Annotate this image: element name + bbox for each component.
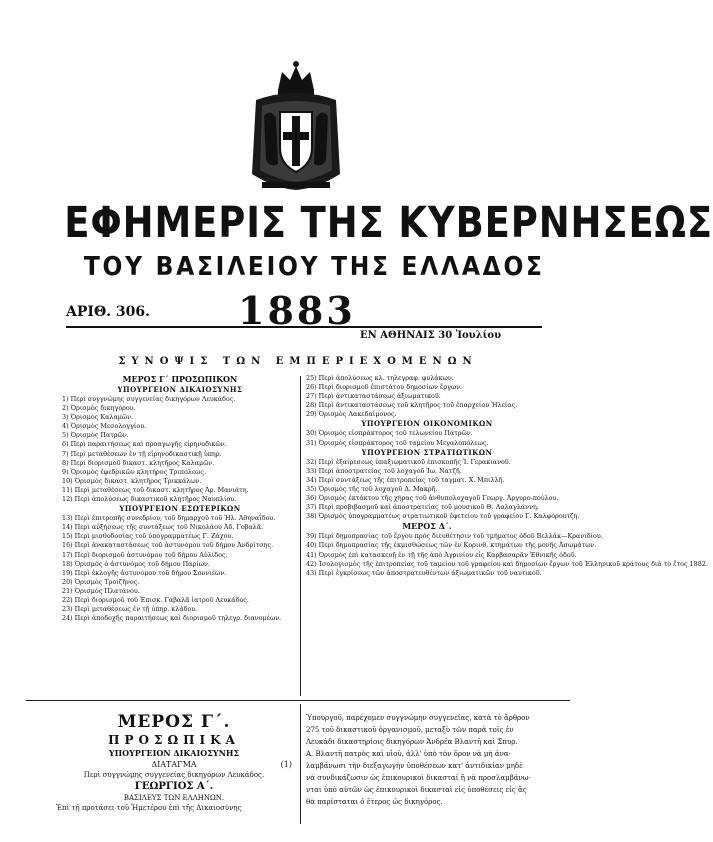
decree-heading: ΔΙΑΤΑΓΜΑ xyxy=(151,760,197,769)
decree-continuation xyxy=(306,712,552,808)
list-item: 17) Περὶ διορισμοῦ ἀστυνόμου τοῦ δήμου Αὐλίδος. xyxy=(62,550,228,559)
dateline: ΕΝ ΑΘΗΝΑΙΣ 30 Ἰουλίου xyxy=(360,330,502,341)
list-item: 27) Περὶ ἀντικαταστάσεως ἀξιωματικοῦ. xyxy=(306,392,441,401)
section-items xyxy=(306,457,580,522)
section-heading: ΥΠΟΥΡΓΕΙΟΝ ΟΙΚΟΝΟΜΙΚΩΝ xyxy=(361,419,493,429)
section-items xyxy=(62,395,298,504)
list-item: 38) Ὁρισμὸς ὑπογραμματέως στρατιωτικοῦ ἐφετείου τοῦ γραφείου Γ. Καλφόρουτζη. xyxy=(306,512,580,521)
list-item: 4) Ὁρισμὸς Μεσολογγίου. xyxy=(62,422,147,431)
list-item: 3) Ὁρισμὸς Καλαμῶν. xyxy=(62,413,134,422)
column-divider xyxy=(300,704,301,824)
list-item: 16) Περὶ ἀνακαταστάσεως τοῦ ἀστυνόμου τοῦ δήμου Ἀνδρίτσης. xyxy=(62,541,274,550)
list-item: 43) Περὶ ἐγκρίσεως τῶν ἀποστρατευθέντων ἀξιωματικῶν τοῦ ναυτικοῦ. xyxy=(306,568,542,577)
list-item: Λευκάδι δικαστηρίοις δικηγόρων Ἀνδρέα Βλαντῆ καὶ Σπυρ. xyxy=(306,738,518,746)
section-items xyxy=(306,429,548,447)
section-items xyxy=(306,374,548,419)
section-heading: ΥΠΟΥΡΓΕΙΟΝ ΣΤΡΑΤΙΩΤΙΚΩΝ xyxy=(361,447,493,457)
list-item: 25) Περὶ ἀπολύσεως κλ. τηλεγραφ. φυλάκων. xyxy=(306,374,454,382)
masthead-subtitle: ΤΟΥ ΒΑΣΙΛΕΙΟΥ ΤΗΣ ΕΛΛΑΔΟΣ xyxy=(83,252,545,282)
contents-right-column xyxy=(306,374,708,578)
list-item: 21) Ὁρισμὸς Πλατάνου. xyxy=(62,586,140,595)
decree-heading-row xyxy=(56,759,292,770)
list-item: θὰ παρίσταται ὁ ἕτερος ὡς δικηγόρος. xyxy=(306,798,443,806)
list-item: 32) Περὶ ἐξαίρεσεως ὑπαξιωματικοῦ ἐπισκοπῆς Ἰ. Γερακιανοῦ. xyxy=(306,457,511,466)
list-item: 9) Ὁρισμὸς ἐφεδρικῶν κλητήρος Τριπόλεως. xyxy=(62,467,206,476)
section-heading: ΥΠΟΥΡΓΕΙΟΝ ΔΙΚΑΙΟΣΥΝΗΣ xyxy=(117,385,243,394)
list-item: 7) Περὶ μεταθέσεων ἐν τῇ εἰρηνοδικαστικῇ ὑπηρ. xyxy=(62,449,222,458)
list-item: 2) Ὁρισμὸς δικηγόρου. xyxy=(62,404,136,413)
king-title: ΒΑΣΙΛΕΥΣ ΤΩΝ ΕΛΛΗΝΩΝ. xyxy=(123,794,225,802)
part-c-heading: ΜΕΡΟΣ Γ΄ ΠΡΟΣΩΠΙΚΟΝ xyxy=(122,374,238,384)
list-item: 41) Ὁρισμὸς ἐπὶ κατασκευῇ ἐν τῇ τῆς ἀπὸ Ἀγρινίου εἰς Καρβασαρᾶν Ἐθνικῆς ὁδοῦ. xyxy=(306,550,577,559)
ministry-heading: ΥΠΟΥΡΓΕΙΟΝ ΔΙΚΑΙΟΣΥΝΗΣ xyxy=(108,748,240,758)
section-rule xyxy=(26,700,570,701)
section-items xyxy=(62,514,298,623)
list-item: 31) Ὁρισμὸς εἰσπράκτορος τοῦ ταμείου Μεγαλοπόλεως. xyxy=(306,438,489,447)
list-item: 1) Περὶ συγγνώμης συγγενείας δικηγόρων Λευκάδος. xyxy=(62,395,236,403)
list-item: 30) Ὁρισμὸς εἰσπράκτορος τοῦ τελωνείου Πατρῶν. xyxy=(306,429,473,438)
list-item: 35) Ὁρισμὸς τῆς τοῦ λοχαγοῦ Δ. Μακρῆ. xyxy=(306,484,438,493)
royal-coat-of-arms-icon xyxy=(248,56,344,196)
section-heading: ΥΠΟΥΡΓΕΙΟΝ ΕΣΩΤΕΡΙΚΩΝ xyxy=(119,504,241,514)
list-item: 29) Ὁρισμὸς Λακεδαίμονος. xyxy=(306,410,397,419)
masthead-title: ΕΦΗΜΕΡΙΣ ΤΗΣ ΚΥΒΕΡΝΗΣΕΩΣ xyxy=(64,198,713,248)
list-item: 14) Περὶ αὐξήσεως τῆς συντάξεως τοῦ Νικολάου Ἀδ. Γοβαλᾶ. xyxy=(62,523,264,532)
part-subtitle: ΠΡΟΣΩΠΙΚΑ xyxy=(108,733,240,747)
part-title: ΜΕΡΟΣ Γ΄. xyxy=(117,712,231,732)
list-item: νὰ συνδικάζωσιν ὡς ἐπικουρικοὶ δικασταί ἢ νὰ προσλαμβάνω- xyxy=(306,774,531,782)
list-item: 26) Περὶ διορισμοῦ ἐπιστάτου δημοσίων ἔργων. xyxy=(306,383,463,392)
list-item: 33) Περὶ ἀποστρατείας τοῦ λοχαγοῦ Ἰω. Νατζῆ. xyxy=(306,466,462,475)
issue-number: ΑΡΙΘ. 306. xyxy=(66,304,150,320)
list-item: 13) Περὶ ἐπιτροπῆς συνεδρίου, τοῦ δημαρχοῦ τοῦ Ἠλ. Ἀθηναΐδου. xyxy=(62,514,276,523)
contents-left-column xyxy=(62,374,298,623)
list-item: 22) Περὶ διορισμοῦ τοῦ Ἐπισκ. Γαβαλᾶ ἰατροῦ Λευκάδος. xyxy=(62,595,249,604)
list-item: νται ὑπὸ αὐτῶν ὡς ἐπικουρικοὶ δικασταὶ εἰς ὑποθέσεις εἰς ἃς xyxy=(306,786,527,794)
list-item: 34) Περὶ συντάξεως τῆς ἐπιτροπείας τοῦ ταγματ. Χ. Μπιλλῆ. xyxy=(306,475,505,484)
list-item: 19) Περὶ ἐκλογῆς ἀστυνόμου τοῦ δήμου Σουνιέων. xyxy=(62,568,227,577)
list-item: 15) Περὶ μισθοδοσίας τοῦ ὑπογραμματέως Γ. Ζάχου. xyxy=(62,532,234,541)
list-item: 37) Περὶ προβιβασμοῦ καὶ ἀποστρατείας τοῦ μουσικοῦ Θ. Λαλαγλάννη. xyxy=(306,503,539,512)
list-item: 5) Ὁρισμὸς Πατρῶν. xyxy=(62,431,129,440)
list-item: 36) Ὁρισμὸς ἐκτάκτου τῆς χήρας τοῦ ἀνθυπολοχαγοῦ Γεωργ. Ἀργυρο-πούλου. xyxy=(306,494,559,503)
list-item: 20) Ὁρισμὸς Τροιζῆνος. xyxy=(62,577,140,586)
part-d-heading: ΜΕΡΟΣ Δ΄. xyxy=(402,521,452,532)
issue-year: 1883 xyxy=(238,288,356,333)
list-item: 11) Περὶ μεταθέσεως τοῦ δικαστ. κλητῆρος Ἀρ. Μανιάτη. xyxy=(62,485,249,494)
king-name: ΓΕΩΡΓΙΟΣ Α΄. xyxy=(134,781,214,792)
list-item: Α. Βλαντῆ πατρὸς καὶ υἱοῦ, ἀλλ' ὑπὸ τὸν ὅρον νὰ μὴ ἀνα- xyxy=(306,750,511,758)
list-item: 28) Περὶ ἀντικαταστάσεως τοῦ κλητῆρος τοῦ ἐπαρχείου Ἠλείας. xyxy=(306,401,518,410)
list-item: 40) Περὶ δημοπρασίας τῆς ἐκμισθώσεως τῶν ἐν Κορινθ. κτημάτων τῆς μονῆς Ἀσωμάτων. xyxy=(306,541,597,550)
decree-subject: Περὶ συγγνώμης συγγενείας δικηγόρων Λευκάδος. xyxy=(83,771,265,779)
contents-title: ΣΥΝΟΨΙΣ ΤΩΝ ΕΜΠΕΡΙΕΧΟΜΕΝΩΝ xyxy=(118,356,478,367)
decree-column xyxy=(56,712,292,813)
masthead-rule xyxy=(66,326,542,328)
decree-number: (1) xyxy=(280,760,292,769)
list-item: 39) Περὶ δημοπρασίας τοῦ ἔργου πρὸς διευθέτησιν τοῦ τμήματος ὁδοῦ Βελλάκ—Κρανιδίου. xyxy=(306,532,603,541)
section-items xyxy=(306,532,708,577)
list-item: 275 τοῦ δικαστικοῦ ὀργανισμοῦ, μεταξὺ τῶν παρὰ τοῖς ἐν xyxy=(306,726,514,734)
list-item: 23) Περὶ μεταθέσεως ἐν τῇ ὑπηρ. κλάδου. xyxy=(62,605,198,614)
list-item: 8) Περὶ διορισμοῦ δικαστ. κλητῆρος Καλαμῶν. xyxy=(62,458,215,467)
list-item: 12) Περὶ ἀπολύσεως δικαστικοῦ κλητῆρος Ναυπλίου. xyxy=(62,495,237,504)
list-item: 6) Περὶ παραιτήσεως καὶ προαγωγῆς εἰρηνοδικῶν. xyxy=(62,440,227,449)
list-item: 24) Περὶ ἀποδοχῆς παραιτήσεως καὶ διορισμοῦ τηλεγρ. διανομέων. xyxy=(62,614,282,623)
column-divider xyxy=(300,376,301,696)
list-item: 42) Ἰσολογισμὸς τῆς ἐπιτροπείας τοῦ ταμείου τοῦ γραφείου καὶ δημοσίων ἔργων τοῦ Ἑλληνικοῦ κράτους διὰ τὸ ἔτος 1882. xyxy=(306,559,708,568)
list-item: 10) Ὁρισμὸς δικαστ. κλητῆρος Τρικκάλων. xyxy=(62,476,202,485)
list-item: 18) Ὁρισμὸς ὁ ἀστυνόμος τοῦ δήμου Παρίων. xyxy=(62,559,210,568)
list-item: Ὑπουργοῦ, παρέχομεν συγγνώμην συγγενείας, κατὰ τὸ ἄρθρον xyxy=(306,714,530,722)
decree-opening: Ἐπὶ τῇ προτάσει τοῦ Ἡμετέρου ἐπὶ τῆς Δικαιοσύνης xyxy=(56,804,242,812)
list-item: λαμβάνωσι τὴν διεξαγωγὴν ὑποθέσεων κατ' ἀντιδικίαν μηδὲ xyxy=(306,762,523,770)
